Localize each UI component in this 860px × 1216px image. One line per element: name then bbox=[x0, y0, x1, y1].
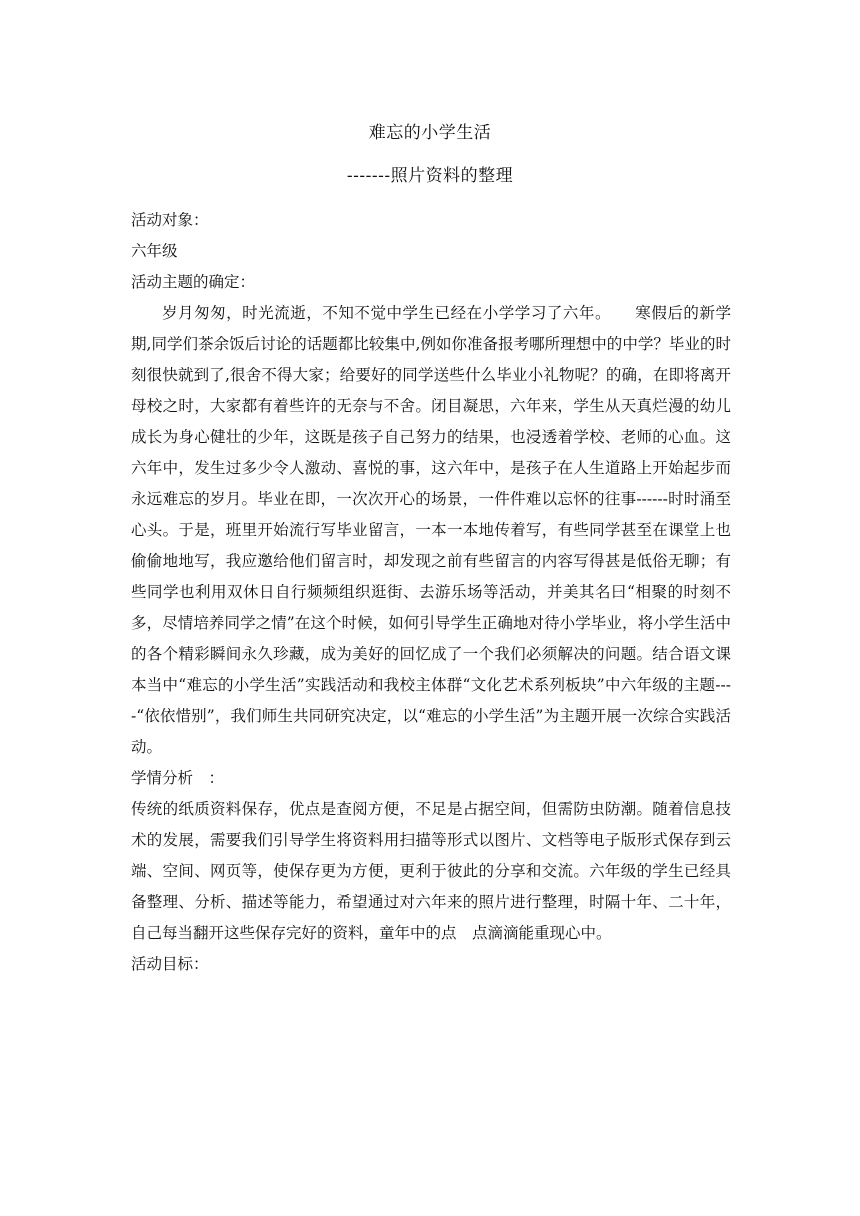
label-activity-goals: 活动目标： bbox=[131, 955, 209, 973]
analysis-paragraph: 传统的纸质资料保存，优点是查阅方便，不足是占据空间，但需防虫防潮。随着信息技术的发展，需要我们引导学生将资料用扫描等形式以图片、文档等电子版形式保存到云端、空间、网页等，使保存更为方便，更利于彼此的分享和交流。六年级的学生已经具备整理、分析、描述等能力，希望通过对六年来的照片进行整理，时隔十年、二十年，自己每当翻开这些保存完好的资料，童年中的点 点滴滴能重现心中。 bbox=[131, 800, 731, 942]
label-activity-object: 活动对象： bbox=[131, 211, 209, 229]
label-student-analysis: 学情分析 ： bbox=[131, 769, 225, 787]
activity-object-value: 六年级 bbox=[131, 242, 178, 260]
theme-paragraph: 岁月匆匆，时光流逝，不知不觉中学生已经在小学学习了六年。 寒假后的新学期,同学们茶余饭后讨论的话题都比较集中,例如你准备报考哪所理想中的中学？毕业的时刻很快就到了,很舍不得大家；给要好的同学送些什么毕业小礼物呢？的确，在即将离开母校之时，大家都有着些许的无奈与不舍。闭目凝思，六年来，学生从天真烂漫的幼儿成长为身心健壮的少年，这既是孩子自己努力的结果，也浸透着学校、老师的心血。这六年中，发生过多少令人激动、喜悦的事，这六年中，是孩子在人生道路上开始起步而永远难忘的岁月。毕业在即，一次次开心的场景，一件件难以忘怀的往事------时时涌至心头。于是，班里开始流行写毕业留言，一本一本地传着写，有些同学甚至在课堂上也偷偷地地写，我应邀给他们留言时，却发现之前有些留言的内容写得甚是低俗无聊；有些同学也利用双休日自行频频组织逛街、去游乐场等活动，并美其名曰“相聚的时刻不多，尽情培养同学之情”在这个时候，如何引导学生正确地对待小学毕业，将小学生活中的各个精彩瞬间永久珍藏，成为美好的回忆成了一个我们必须解决的问题。结合语文课本当中“难忘的小学生活”实践活动和我校主体群“文化艺术系列板块”中六年级的主题----“依依惜别”，我们师生共同研究决定，以“难忘的小学生活”为主题开展一次综合实践活动。 bbox=[131, 304, 731, 756]
document-body bbox=[131, 205, 731, 980]
document-subtitle: -------照片资料的整理 bbox=[346, 166, 514, 186]
document-title: 难忘的小学生活 bbox=[368, 123, 492, 143]
label-activity-theme: 活动主题的确定： bbox=[131, 273, 256, 291]
